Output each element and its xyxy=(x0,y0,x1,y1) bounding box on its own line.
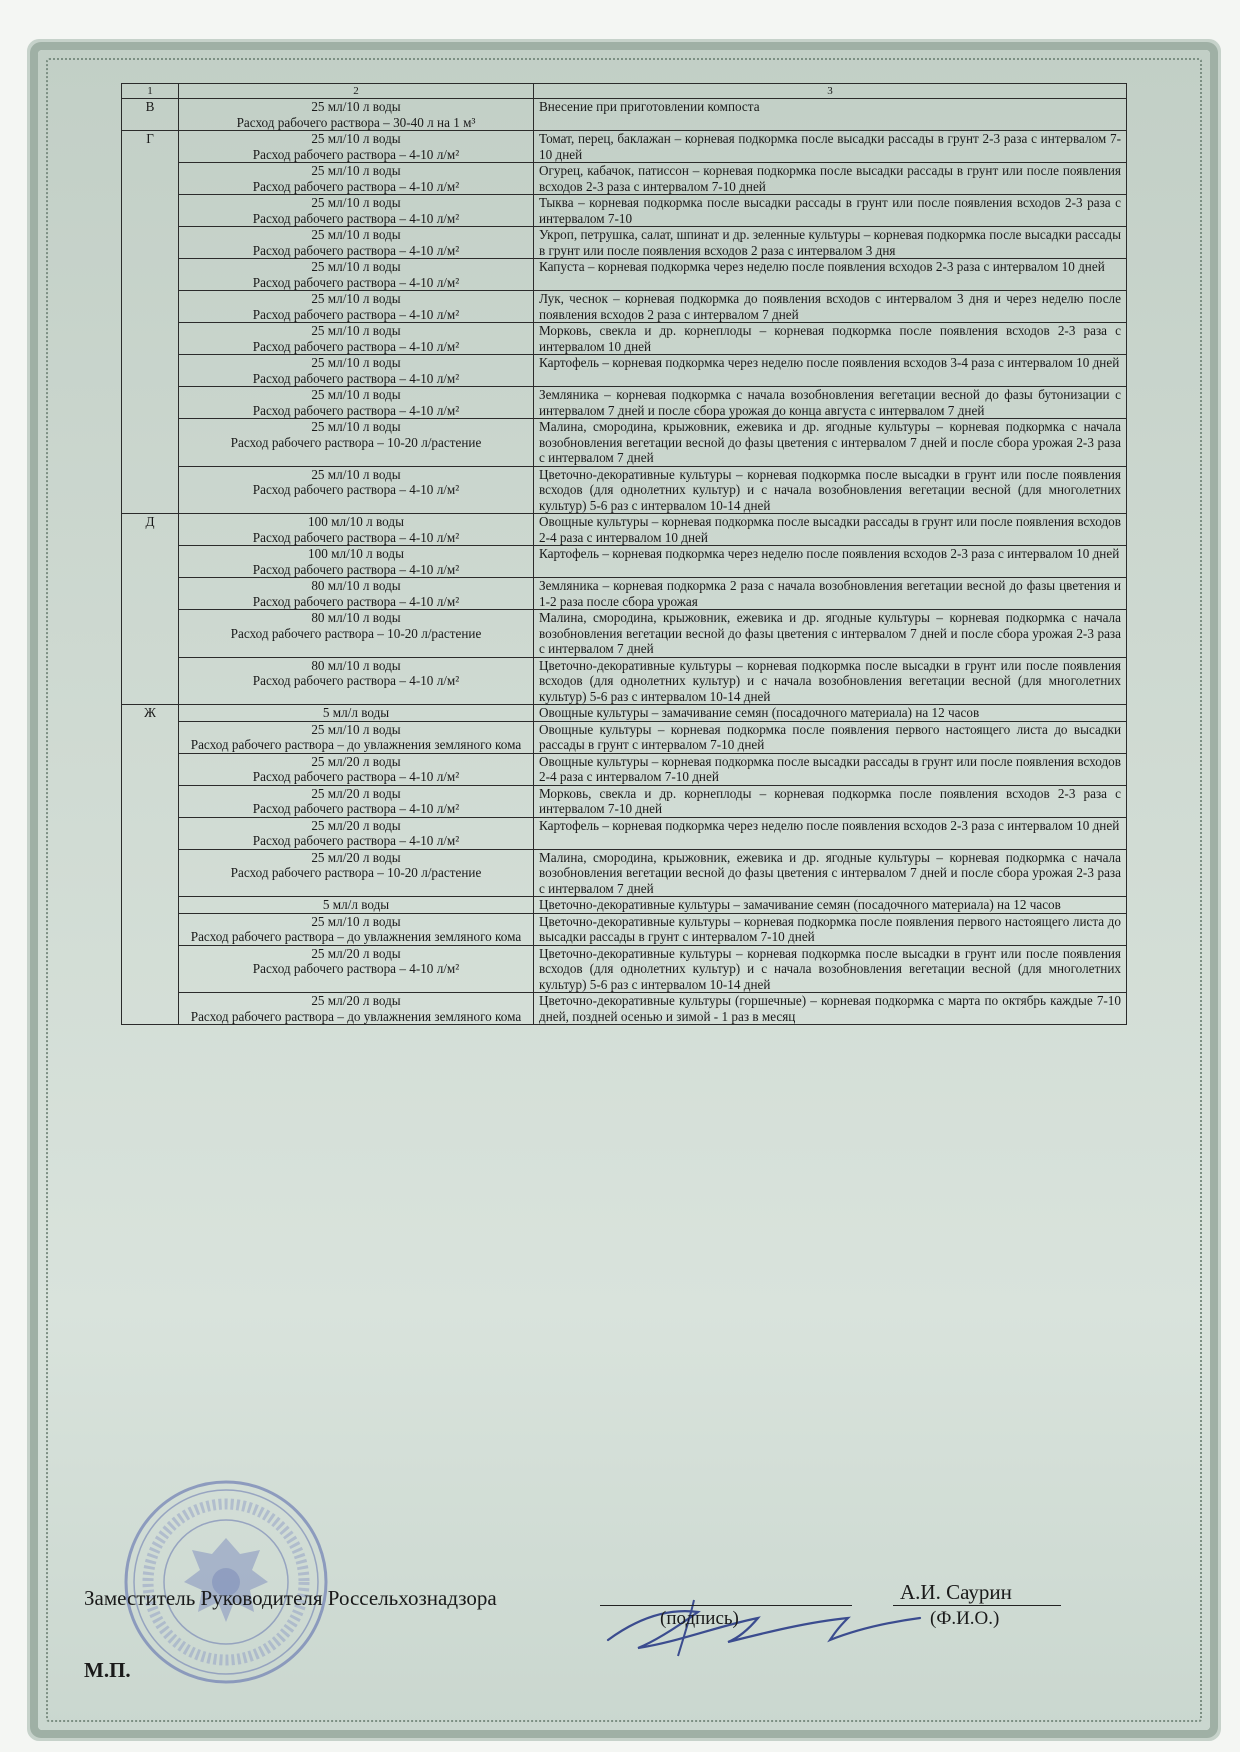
dose-cell xyxy=(179,323,534,355)
dose-text: 25 мл/20 л воды xyxy=(311,785,401,801)
header-col-1: 1 xyxy=(122,84,179,99)
rate-text: Расход рабочего раствора – 10-20 л/растение xyxy=(230,865,482,880)
rate-text: Расход рабочего раствора – 4-10 л/м² xyxy=(252,482,460,497)
dose-cell xyxy=(179,897,534,914)
table-row xyxy=(122,578,1127,610)
table-row xyxy=(122,913,1127,945)
application-cell: Капуста – корневая подкормка через неделю после появления всходов 2-3 раза с интервалом 10 дней xyxy=(534,259,1127,291)
application-cell: Земляника – корневая подкормка 2 раза с начала возобновления вегетации весной до фазы цветения и 1-2 раза после сбора урожая xyxy=(534,578,1127,610)
rate-text: Расход рабочего раствора – 4-10 л/м² xyxy=(252,529,460,545)
application-cell: Цветочно-декоративные культуры – корневая подкормка после высадки в грунт или после появления всходов (для однолетних культур) и с начала возобновления вегетации весной (для многолетних культур) 5-6 раз с интервалом 10-14 дней xyxy=(534,466,1127,514)
rate-text: Расход рабочего раствора – 4-10 л/м² xyxy=(252,242,460,258)
application-cell: Малина, смородина, крыжовник, ежевика и др. ягодные культуры – корневая подкормка с начала возобновления вегетации весной до фазы цветения с интервалом 7 дней и после сбора урожая 2-3 раза с интервалом 7 дней xyxy=(534,610,1127,658)
dose-cell xyxy=(179,785,534,817)
dose-cell xyxy=(179,993,534,1025)
dose-cell xyxy=(179,259,534,291)
table-row xyxy=(122,514,1127,546)
rate-text: Расход рабочего раствора – 4-10 л/м² xyxy=(252,146,460,162)
dose-text: 25 мл/20 л воды xyxy=(311,993,401,1008)
dose-cell xyxy=(179,753,534,785)
application-cell: Цветочно-декоративные культуры (горшечные) – корневая подкормка с марта по октябрь каждые 7-10 дней, поздней осенью и зимой - 1 раз в месяц xyxy=(534,993,1127,1025)
application-cell: Цветочно-декоративные культуры – корневая подкормка после появления первого настоящего листа до высадки рассады в грунт с интервалом 7-10 дней xyxy=(534,913,1127,945)
dose-cell xyxy=(179,721,534,753)
dose-cell xyxy=(179,419,534,467)
dose-cell xyxy=(179,610,534,658)
application-cell: Малина, смородина, крыжовник, ежевика и др. ягодные культуры – корневая подкормка с начала возобновления вегетации весной до фазы цветения с интервалом 7 дней и после сбора урожая 2-3 раза с интервалом 7 дней xyxy=(534,849,1127,897)
rate-text: Расход рабочего раствора – 4-10 л/м² xyxy=(252,801,460,816)
application-cell: Цветочно-декоративные культуры – корневая подкормка после высадки в грунт или после появления всходов (для однолетних культур) и с начала возобновления вегетации весной (для многолетних культур) 5-6 раз с интервалом 10-14 дней xyxy=(534,945,1127,993)
dose-cell xyxy=(179,546,534,578)
table-row xyxy=(122,387,1127,419)
table-row xyxy=(122,945,1127,993)
rate-text: Расход рабочего раствора – 4-10 л/м² xyxy=(252,961,460,976)
table-row xyxy=(122,163,1127,195)
application-cell: Картофель – корневая подкормка через неделю после появления всходов 2-3 раза с интервалом 10 дней xyxy=(534,546,1127,578)
dose-text: 25 мл/10 л воды xyxy=(311,131,401,146)
application-cell: Огурец, кабачок, патиссон – корневая подкормка после высадки рассады в грунт или после появления всходов 2-3 раза с интервалом 7-10 дней xyxy=(534,163,1127,195)
rate-text: Расход рабочего раствора – до увлажнения земляного кома xyxy=(190,737,522,752)
dose-cell xyxy=(179,849,534,897)
application-cell: Морковь, свекла и др. корнеплоды – корневая подкормка после появления всходов 2-3 раза с интервалом 7-10 дней xyxy=(534,785,1127,817)
table-row xyxy=(122,897,1127,914)
dose-text: 100 мл/10 л воды xyxy=(308,514,404,529)
application-cell: Лук, чеснок – корневая подкормка до появления всходов с интервалом 3 дня и через неделю после появления всходов 2 раза с интервалом 7 дней xyxy=(534,291,1127,323)
dose-cell xyxy=(179,99,534,131)
table-row xyxy=(122,131,1127,163)
handwritten-signature xyxy=(598,1578,938,1678)
dose-cell xyxy=(179,657,534,705)
application-cell: Укроп, петрушка, салат, шпинат и др. зеленные культуры – корневая подкормка после высадки рассады в грунт или после появления всходов 2 раза с интервалом 3 дня xyxy=(534,227,1127,259)
dose-cell xyxy=(179,387,534,419)
usage-table-body xyxy=(122,84,1127,1025)
dose-text: 25 мл/10 л воды xyxy=(311,913,401,929)
official-name: А.И. Саурин xyxy=(900,1580,1012,1604)
table-row xyxy=(122,259,1127,291)
dose-text: 100 мл/10 л воды xyxy=(308,546,404,561)
rate-text: Расход рабочего раствора – 10-20 л/растение xyxy=(230,434,482,450)
dose-text: 25 мл/10 л воды xyxy=(311,291,401,306)
application-cell: Картофель – корневая подкормка через неделю после появления всходов 2-3 раза с интервалом 10 дней xyxy=(534,817,1127,849)
table-row xyxy=(122,546,1127,578)
table-row xyxy=(122,419,1127,467)
name-caption: (Ф.И.О.) xyxy=(930,1608,1000,1629)
dose-cell xyxy=(179,466,534,514)
table-row xyxy=(122,466,1127,514)
official-position: Заместитель Руководителя Россельхознадзора xyxy=(84,1586,497,1610)
dose-text: 25 мл/10 л воды xyxy=(311,323,401,338)
application-cell: Малина, смородина, крыжовник, ежевика и др. ягодные культуры – корневая подкормка с начала возобновления вегетации весной до фазы цветения с интервалом 7 дней и после сбора урожая 2-3 раза с интервалом 7 дней xyxy=(534,419,1127,467)
dose-text: 25 мл/20 л воды xyxy=(311,817,401,833)
dose-text: 80 мл/10 л воды xyxy=(311,610,401,625)
table-row xyxy=(122,291,1127,323)
table-row xyxy=(122,705,1127,722)
dose-text: 80 мл/10 л воды xyxy=(311,578,401,593)
dose-cell xyxy=(179,131,534,163)
table-row xyxy=(122,99,1127,131)
application-cell: Земляника – корневая подкормка с начала возобновления вегетации весной до фазы бутонизации с интервалом 7 дней и после сбора урожая до конца августа с интервалом 7 дней xyxy=(534,387,1127,419)
rate-text: Расход рабочего раствора – 4-10 л/м² xyxy=(252,561,460,577)
rate-text: Расход рабочего раствора – 4-10 л/м² xyxy=(252,306,460,322)
table-header-row xyxy=(122,84,1127,99)
stamp-mark: М.П. xyxy=(84,1658,131,1682)
dose-text: 25 мл/10 л воды xyxy=(311,419,401,434)
table-row xyxy=(122,227,1127,259)
rate-text: Расход рабочего раствора – 4-10 л/м² xyxy=(252,593,460,609)
dose-text: 25 мл/10 л воды xyxy=(311,227,401,242)
dose-text: 5 мл/л воды xyxy=(322,897,390,912)
header-col-3: 3 xyxy=(534,84,1127,99)
dose-text: 25 мл/10 л воды xyxy=(311,466,401,482)
certificate-sheet xyxy=(38,50,1210,1730)
rate-text: Расход рабочего раствора – 4-10 л/м² xyxy=(252,370,460,386)
application-cell: Цветочно-декоративные культуры – корневая подкормка после высадки в грунт или после появления всходов (для однолетних культур) и с начала возобновления вегетации весной (для многолетних культур) 5-6 раз с интервалом 10-14 дней xyxy=(534,657,1127,705)
dose-cell xyxy=(179,705,534,722)
official-seal-stamp xyxy=(122,1478,330,1686)
dose-cell xyxy=(179,817,534,849)
dose-text: 25 мл/10 л воды xyxy=(311,721,401,737)
table-row xyxy=(122,753,1127,785)
name-line xyxy=(893,1605,1061,1606)
table-row xyxy=(122,323,1127,355)
header-col-2: 2 xyxy=(179,84,534,99)
table-row xyxy=(122,657,1127,705)
rate-text: Расход рабочего раствора – 4-10 л/м² xyxy=(252,673,460,688)
application-cell: Тыква – корневая подкормка после высадки рассады в грунт или после появления всходов 2-3 раза с интервалом 7-10 xyxy=(534,195,1127,227)
dose-text: 25 мл/20 л воды xyxy=(311,945,401,961)
dose-cell xyxy=(179,913,534,945)
group-cell: В xyxy=(122,99,179,131)
dose-cell xyxy=(179,578,534,610)
dose-text: 5 мл/л воды xyxy=(322,705,390,720)
application-cell: Картофель – корневая подкормка через неделю после появления всходов 3-4 раза с интервалом 10 дней xyxy=(534,355,1127,387)
rate-text: Расход рабочего раствора – до увлажнения земляного кома xyxy=(190,929,522,944)
dose-cell xyxy=(179,514,534,546)
dose-text: 25 мл/10 л воды xyxy=(311,387,401,402)
dose-cell xyxy=(179,355,534,387)
application-cell: Овощные культуры – корневая подкормка после высадки рассады в грунт или после появления всходов 2-4 раза с интервалом 7-10 дней xyxy=(534,753,1127,785)
application-cell: Томат, перец, баклажан – корневая подкормка после высадки рассады в грунт 2-3 раза с интервалом 7-10 дней xyxy=(534,131,1127,163)
rate-text: Расход рабочего раствора – 4-10 л/м² xyxy=(252,402,460,418)
rate-text: Расход рабочего раствора – 4-10 л/м² xyxy=(252,178,460,194)
dose-text: 25 мл/10 л воды xyxy=(311,99,401,114)
application-cell: Овощные культуры – корневая подкормка после появления первого настоящего листа до высадки рассады в грунт с интервалом 7-10 дней xyxy=(534,721,1127,753)
dose-text: 25 мл/20 л воды xyxy=(311,753,401,769)
table-row xyxy=(122,195,1127,227)
group-cell: Д xyxy=(122,514,179,705)
table-row xyxy=(122,355,1127,387)
rate-text: Расход рабочего раствора – 4-10 л/м² xyxy=(252,274,460,290)
dose-text: 25 мл/10 л воды xyxy=(311,163,401,178)
signature-line xyxy=(600,1605,852,1606)
application-cell: Овощные культуры – замачивание семян (посадочного материала) на 12 часов xyxy=(534,705,1127,722)
usage-table xyxy=(121,83,1127,1025)
table-row xyxy=(122,849,1127,897)
dose-text: 80 мл/10 л воды xyxy=(311,657,401,673)
group-cell: Ж xyxy=(122,705,179,1025)
dose-text: 25 мл/10 л воды xyxy=(311,195,401,210)
rate-text: Расход рабочего раствора – 4-10 л/м² xyxy=(252,833,460,848)
dose-text: 25 мл/20 л воды xyxy=(311,849,401,865)
application-cell: Внесение при приготовлении компоста xyxy=(534,99,1127,131)
group-cell: Г xyxy=(122,131,179,514)
rate-text: Расход рабочего раствора – 4-10 л/м² xyxy=(252,338,460,354)
rate-text: Расход рабочего раствора – 30-40 л на 1 м³ xyxy=(236,114,476,130)
rate-text: Расход рабочего раствора – до увлажнения земляного кома xyxy=(190,1008,522,1024)
rate-text: Расход рабочего раствора – 4-10 л/м² xyxy=(252,769,460,784)
application-cell: Морковь, свекла и др. корнеплоды – корневая подкормка после появления всходов 2-3 раза с интервалом 10 дней xyxy=(534,323,1127,355)
signature-caption: (подпись) xyxy=(660,1608,739,1629)
dose-cell xyxy=(179,945,534,993)
dose-text: 25 мл/10 л воды xyxy=(311,259,401,274)
dose-cell xyxy=(179,291,534,323)
table-row xyxy=(122,610,1127,658)
rate-text: Расход рабочего раствора – 10-20 л/растение xyxy=(230,625,482,641)
rate-text: Расход рабочего раствора – 4-10 л/м² xyxy=(252,210,460,226)
table-row xyxy=(122,721,1127,753)
table-row xyxy=(122,817,1127,849)
dose-text: 25 мл/10 л воды xyxy=(311,355,401,370)
table-row xyxy=(122,993,1127,1025)
dose-cell xyxy=(179,227,534,259)
application-cell: Цветочно-декоративные культуры – замачивание семян (посадочного материала) на 12 часов xyxy=(534,897,1127,914)
dose-cell xyxy=(179,163,534,195)
dose-cell xyxy=(179,195,534,227)
table-row xyxy=(122,785,1127,817)
application-cell: Овощные культуры – корневая подкормка после высадки рассады в грунт или после появления всходов 2-4 раза с интервалом 10 дней xyxy=(534,514,1127,546)
